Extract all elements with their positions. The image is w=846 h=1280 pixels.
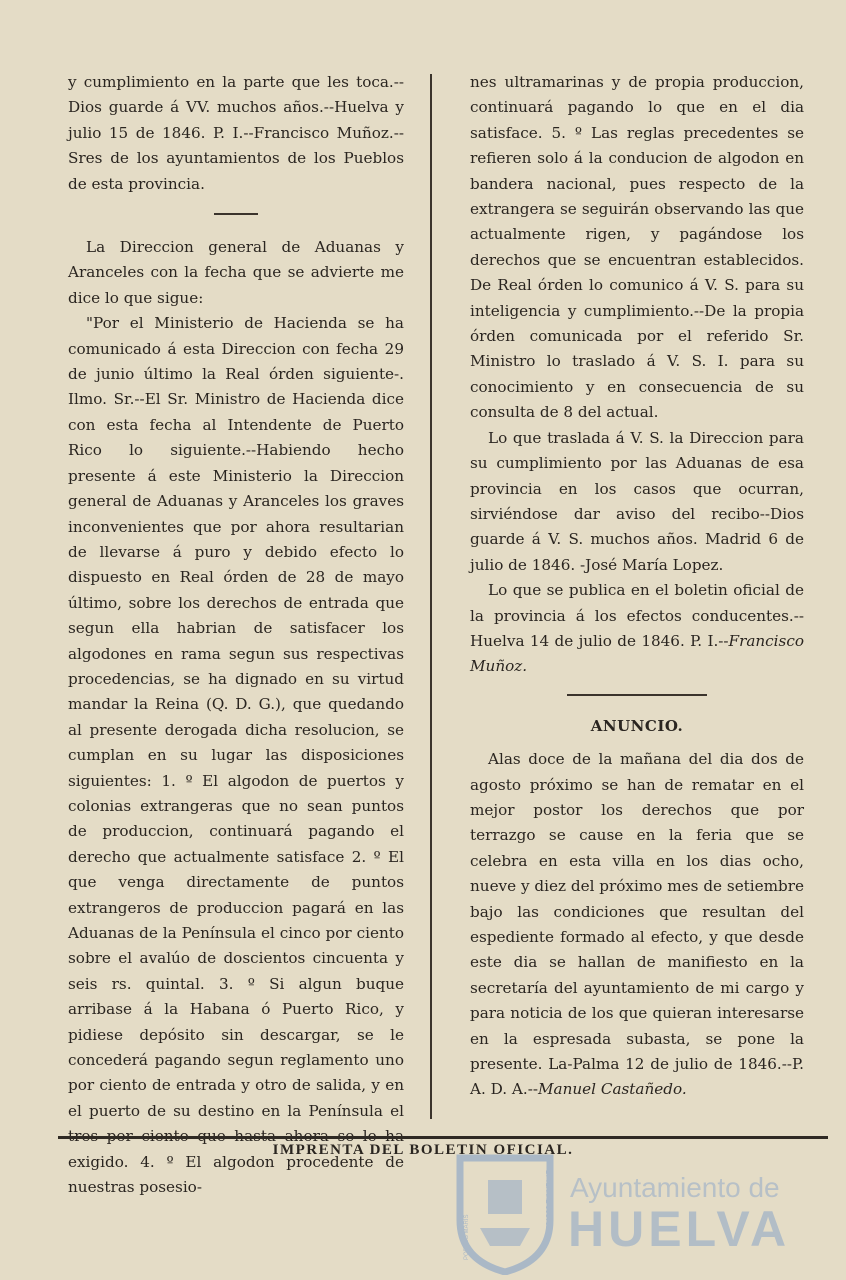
shield-right-text: ET TERRAE CUSTODIA <box>544 1170 550 1237</box>
right-paragraph-3-text: Lo que se publica en el boletin oficial de la provincia á los efectos conducentes.--Huelva 14 de julio de 1846. P. I.-- <box>470 581 804 650</box>
right-paragraph-1: nes ultramarinas y de propia produccion, continuará pagando lo que en el dia satisface. 5. º Las reglas precedentes se refieren solo á la conducion de algodon en bandera nacional, pues respecto de la extrangera se seguirán observando las que actualmente rigen, y pagándose los derechos que se encuentran establecidos. De Real órden lo comunico á V. S. para su inteligencia y cumplimiento.--De la propia órden comunicada por el referido Sr. Ministro lo traslado á V. S. I. para su conocimiento y en consecuencia de su consulta de 8 del actual. <box>470 73 804 422</box>
right-column <box>470 70 804 1103</box>
signature-manuel-castanedo: Manuel Castañedo. <box>537 1080 687 1099</box>
left-column <box>68 70 404 1200</box>
shield-left-text: PORTUS MARIS <box>464 1214 470 1260</box>
signature-francisco-munoz: Francisco Muñoz. <box>470 631 804 676</box>
footer-rule <box>58 1136 828 1139</box>
left-paragraph-2: La Direccion general de Aduanas y Aranceles con la fecha que se advierte me dice lo que sigue: <box>68 238 404 307</box>
left-divider <box>214 213 258 215</box>
watermark-line-2: HUELVA <box>568 1201 791 1257</box>
right-paragraph-2: Lo que traslada á V. S. la Direccion para su cumplimiento por las Aduanas de esa provincia en los casos que ocurran, sirviéndose dar aviso del recibo--Dios guarde á V. S. muchos años. Madrid 6 de julio de 1846. -José María Lopez. <box>470 428 804 574</box>
column-divider <box>430 74 432 1119</box>
right-paragraph-3 <box>470 578 804 680</box>
left-paragraph-1: y cumplimiento en la parte que les toca.--Dios guarde á VV. muchos años.--Huelva y julio 15 de 1846. P. I.--Francisco Muñoz.--Sres de los ayuntamientos de los Pueblos de esta provincia. <box>68 73 404 193</box>
archive-watermark <box>430 1150 830 1275</box>
watermark-line-1: Ayuntamiento de <box>570 1172 780 1203</box>
imprenta-footer: IMPRENTA DEL BOLETIN OFICIAL. <box>272 1142 574 1158</box>
left-paragraph-3: "Por el Ministerio de Hacienda se ha comunicado á esta Direccion con fecha 29 de junio último la Real órden siguiente-. Ilmo. Sr.--El Sr. Ministro de Hacienda dice con esta fecha al Intendente de Puerto Rico lo siguiente.--Habiendo hecho presente á este Ministerio la Direccion general de Aduanas y Aranceles los graves inconvenientes que por ahora resultarian de llevarse á puro y debido efecto lo dispuesto en Real órden de 28 de mayo último, sobre los derechos de entrada que segun ella habrian de satisfacer los algodones en rama segun sus respectivas procedencias, se ha dignado en su virtud mandar la Reina (Q. D. G.), que quedando al presente derogada dicha resolucion, se cumplan en su lugar las disposiciones siguientes: 1. º El algodon de puertos y colonias extrangeras que no sean puntos de produccion, continuará pagando el derecho que actualmente satisface 2. º El que venga directamente de puntos extrangeros de produccion pagará en las Aduanas de la Península el cinco por ciento sobre el avalúo de doscientos cincuenta y seis rs. quintal. 3. º Si algun buque arribase á la Habana ó Puerto Rico, y pidiese depósito sin descargar, se le concederá pagando segun reglamento uno por ciento de entrada y otro de salida, y en el puerto de su destino en la Península el exigido. 4. º El algodon procedente de nuestras posesio- <box>68 314 404 1197</box>
anuncio-paragraph <box>470 747 804 1103</box>
city-shield-icon <box>450 1150 560 1275</box>
anuncio-heading: ANUNCIO. <box>590 716 684 735</box>
anuncio-text: Alas doce de la mañana del dia dos de agosto próximo se han de rematar en el mejor postor los derechos que por terrazgo se cause en la feria que se celebra en esta villa en los dias ocho, nueve y diez del próximo mes de setiembre bajo las condiciones que resultan del espediente formado al efecto, y que desde este dia se hallan de manifiesto en la secretaría del ayuntamiento de mi cargo y para noticia de los que quieran interesarse en la espresada subasta, se pone la presente. La-Palma 12 de julio de 1846.--P. A. D. A.-- <box>470 750 804 1099</box>
right-divider <box>567 694 707 696</box>
